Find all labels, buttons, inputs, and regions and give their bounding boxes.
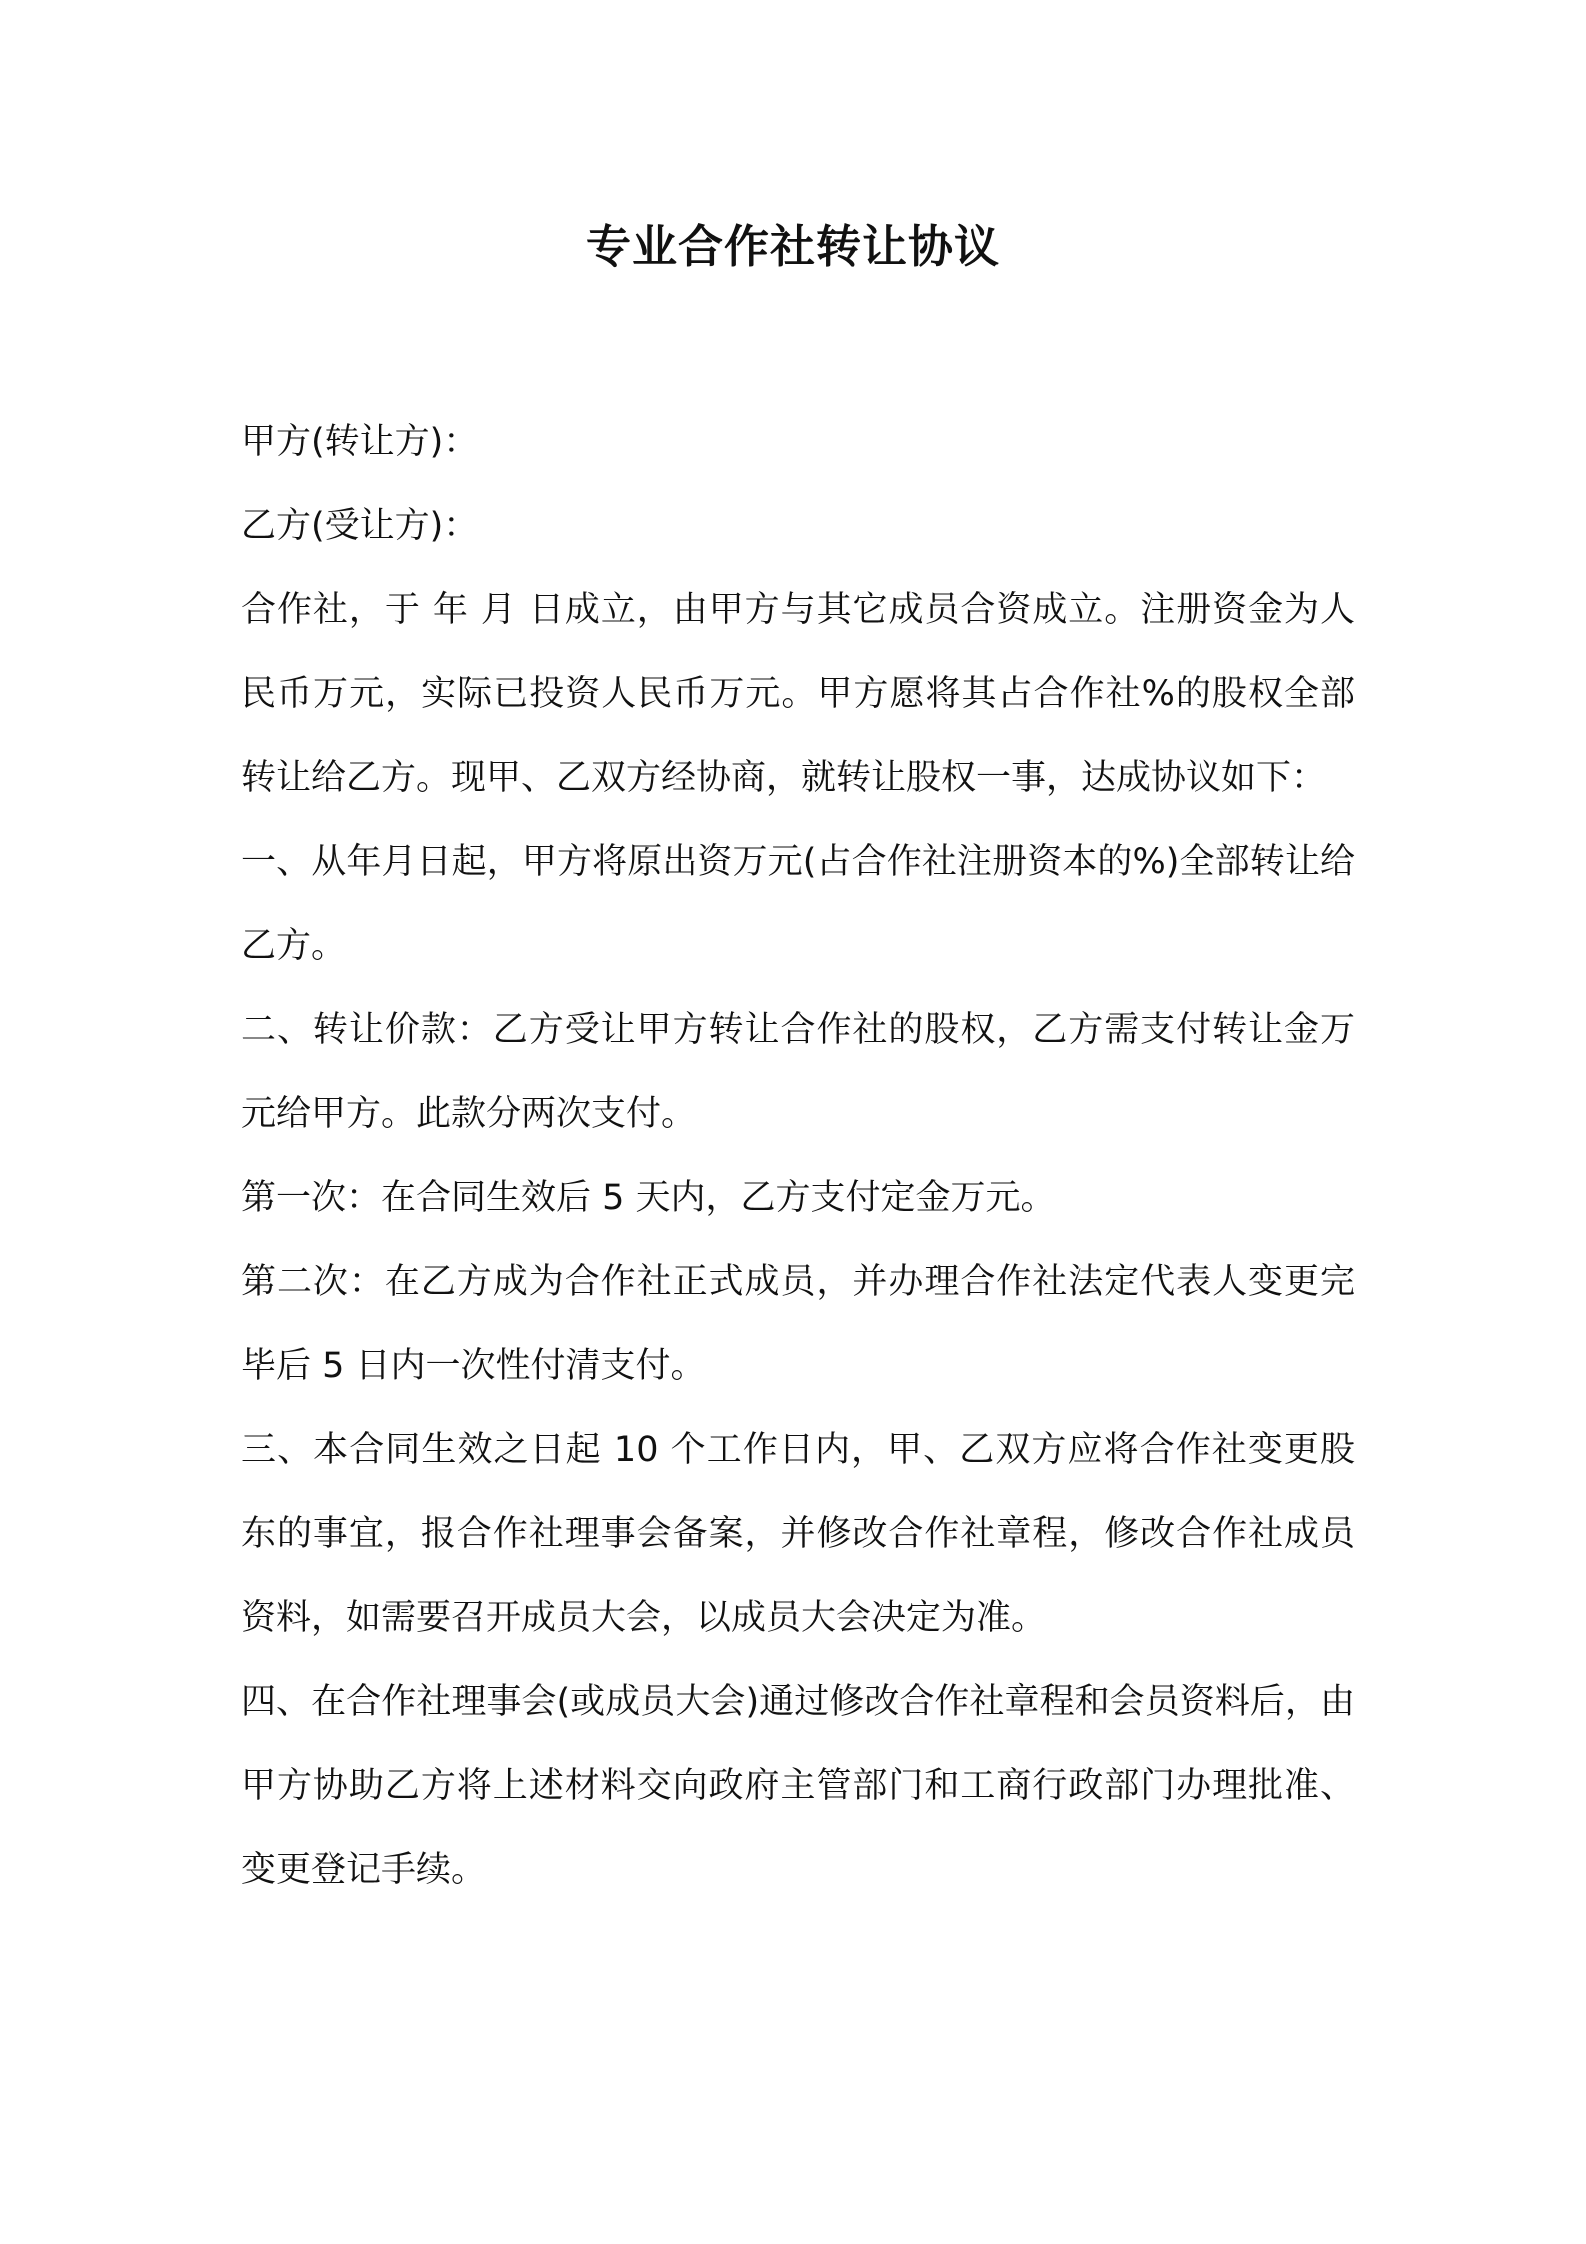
party-a-line: 甲方(转让方)：	[241, 422, 479, 462]
clause-2-paragraph: 二、转让价款：乙方受让甲方转让合作社的股权，乙方需支付转让金万元给甲方。此款分两次支付。	[241, 1010, 1355, 1134]
clause-4-paragraph: 四、在合作社理事会(或成员大会)通过修改合作社章程和会员资料后，由甲方协助乙方将上述材料交向政府主管部门和工商行政部门办理批准、变更登记手续。	[241, 1682, 1355, 1890]
document-body	[241, 400, 1355, 1912]
clause-1-paragraph: 一、从年月日起，甲方将原出资万元(占合作社注册资本的%)全部转让给乙方。	[241, 842, 1355, 966]
first-payment-paragraph: 第一次：在合同生效后 5 天内，乙方支付定金万元。	[241, 1178, 1056, 1218]
preamble-paragraph: 合作社，于 年 月 日成立，由甲方与其它成员合资成立。注册资金为人民币万元，实际已投资人民币万元。甲方愿将其占合作社%的股权全部转让给乙方。现甲、乙双方经协商，就转让股权一事，达成协议如下：	[241, 590, 1355, 798]
document-title: 专业合作社转让协议	[585, 220, 1000, 273]
second-payment-paragraph: 第二次：在乙方成为合作社正式成员，并办理合作社法定代表人变更完毕后 5 日内一次性付清支付。	[241, 1262, 1355, 1386]
party-b-line: 乙方(受让方)：	[241, 506, 479, 546]
clause-3-paragraph: 三、本合同生效之日起 10 个工作日内，甲、乙双方应将合作社变更股东的事宜，报合作社理事会备案，并修改合作社章程，修改合作社成员资料，如需要召开成员大会，以成员大会决定为准。	[241, 1430, 1355, 1638]
